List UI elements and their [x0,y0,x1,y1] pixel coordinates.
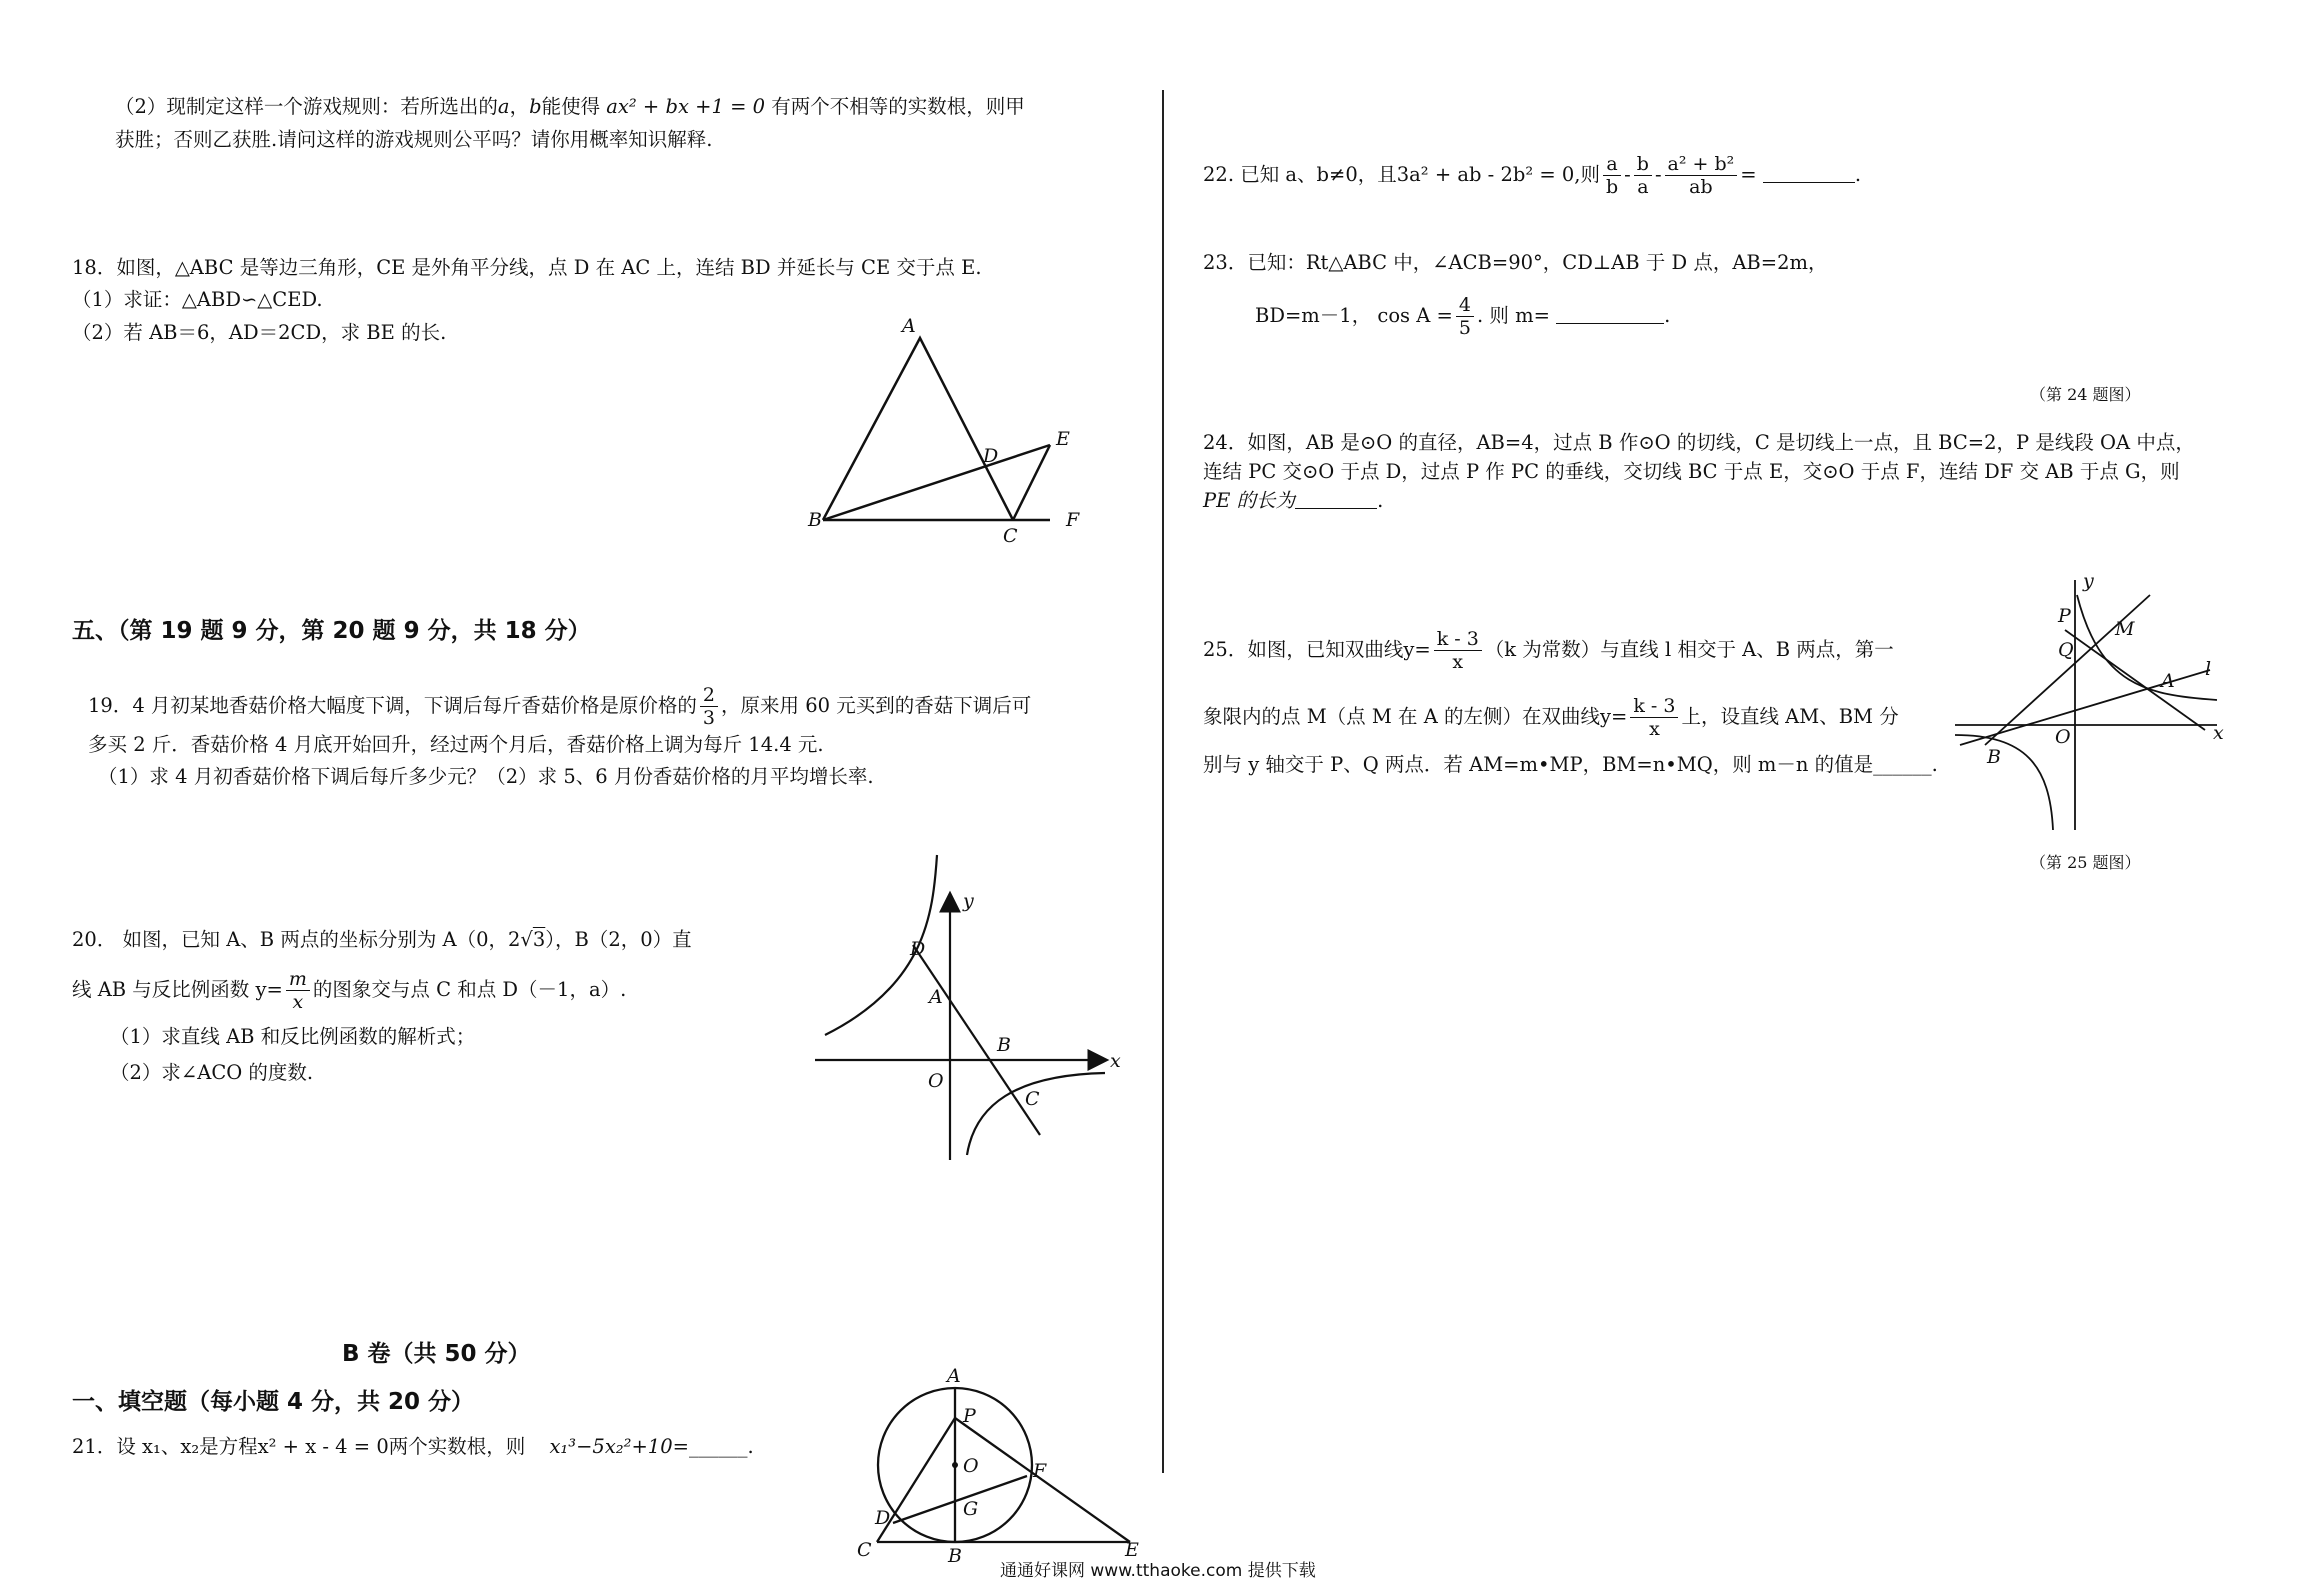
label-d: D [910,938,926,960]
q25-line2: 象限内的点 M（点 M 在 A 的左侧）在双曲线y= $\frac{k - 3}{x}$ 上，设直线 AM、BM 分 [1203,695,1899,740]
q22-answer-blank[interactable] [1763,162,1855,183]
q20-fraction: $\frac{m}{x}$ [286,968,310,1013]
q18-part1: （1）求证：△ABD∽△CED. [72,288,323,311]
q23-answer-blank[interactable] [1556,303,1664,324]
q22-line: 22. 已知 a、b≠0，且3a² + ab - 2b² = 0,则 $\frac{a}{b}$ - $\frac{b}{a}$ - $\frac{\text{a² + b²}}{ab}$ = . [1203,153,1862,198]
label-c: C [1025,1088,1040,1110]
q25-graph-figure [1955,570,2225,845]
q19-line1: 19．4 月初某地香菇价格大幅度下调，下调后每斤香菇价格是原价格的 $\frac{2}{3}$ ，原来用 60 元买到的香菇下调后可 [88,684,1032,729]
q18-stem: 18．如图，△ABC 是等边三角形，CE 是外角平分线，点 D 在 AC 上，连结 BD 并延长与 CE 交于点 E. [72,256,982,279]
q20-line2: 线 AB 与反比例函数 y= $\frac{m}{x}$ 的图象交与点 C 和点 D（－1，a）. [72,968,627,1013]
q24-answer-blank[interactable] [1295,488,1377,509]
label-c: C [857,1539,872,1561]
q25-line3: 别与 y 轴交于 P、Q 两点．若 AM=m•MP，BM=n•MQ，则 m－n 的值是______. [1203,753,1938,776]
q17-line2: 获胜；否则乙获胜.请问这样的游戏规则公平吗？请你用概率知识解释. [115,128,713,151]
label-d: D [875,1507,891,1529]
partB-title: B 卷（共 50 分） [342,1341,531,1367]
section5-title: 五、（第 19 题 9 分，第 20 题 9 分，共 18 分） [72,618,591,644]
label-f: F [1066,509,1080,531]
center-dot [952,1462,958,1468]
q21-line: 21．设 x₁、x₂是方程x² + x - 4 = 0两个实数根，则 x₁³−5x₂²+10=______. [72,1435,754,1458]
label-o: O [2055,726,2071,748]
q19-fraction: $\frac{2}{3}$ [700,684,718,729]
q24-caption: （第 24 题图） [2030,385,2141,404]
label-x: x [2213,722,2224,744]
label-y: y [963,890,974,912]
q23-line1: 23．已知：Rt△ABC 中，∠ACB=90°，CD⊥AB 于 D 点，AB=2m， [1203,251,1828,274]
line-ab [913,945,1040,1135]
q25-fraction: $\frac{k - 3}{x}$ [1434,628,1482,673]
label-l: l [2205,658,2212,680]
partB-section1: 一、填空题（每小题 4 分，共 20 分） [72,1389,475,1415]
q24-line2: 连结 PC 交⊙O 于点 D，过点 P 作 PC 的垂线，交切线 BC 于点 E，交⊙O 于点 F，连结 DF 交 AB 于点 G，则 [1203,460,2180,483]
label-g: G [963,1498,979,1520]
q25-line1: 25．如图，已知双曲线y= $\frac{k - 3}{x}$ （k 为常数）与直线 l 相交于 A、B 两点，第一 [1203,628,1894,673]
sqrt-sign: √ [520,928,533,951]
hyperbola-branch-right [2077,595,2217,700]
footer-source: 通通好课网 www.tthaoke.com 提供下载 [1000,1561,1316,1581]
q20-graph-figure [815,855,1125,1170]
label-p: P [963,1405,976,1427]
label-x: x [1110,1050,1121,1072]
q20-line1: 20． 如图，已知 A、B 两点的坐标分别为 A（0，2√3），B（2，0）直 [72,928,692,951]
q17-equation: ax² + bx +1 = 0 [606,95,766,118]
label-p: P [2058,605,2071,627]
q18-triangle-figure [800,315,1130,547]
label-b: B [997,1034,1011,1056]
q21-expression: x₁³−5x₂²+10 [549,1435,673,1458]
label-b: B [948,1545,962,1567]
q19-line2: 多买 2 斤．香菇价格 4 月底开始回升，经过两个月后，香菇价格上调为每斤 14.4 元. [88,733,824,756]
label-f: F [1033,1460,1047,1482]
label-m: M [2115,618,2135,640]
label-a: A [2161,670,2175,692]
label-b: B [1987,746,2001,768]
triangle-abc-sides [823,338,1013,520]
label-a: A [929,986,943,1008]
hyperbola-branch-right [967,1073,1105,1155]
q17-line1: （2）现制定这样一个游戏规则：若所选出的a，b能使得 ax² + bx +1 = 0 有两个不相等的实数根，则甲 [115,95,1025,118]
q20-part1: （1）求直线 AB 和反比例函数的解析式； [110,1025,476,1048]
label-c: C [1003,525,1018,547]
column-divider [1162,90,1164,1473]
label-b: B [808,509,822,531]
label-d: D [983,445,999,467]
q25-caption: （第 25 题图） [2030,853,2141,872]
label-e: E [1125,1539,1139,1561]
q23-line2: BD=m－1， cos A = $\frac{4}{5}$ . 则 m= . [1255,294,1671,339]
q23-fraction: $\frac{4}{5}$ [1456,294,1474,339]
q19-line3: （1）求 4 月初香菇价格下调后每斤多少元？（2）求 5、6 月份香菇价格的月平均增长率. [98,765,874,788]
label-q: Q [2058,639,2074,661]
hyperbola-branch-left [1955,735,2053,830]
q24-line3: PE 的长为 . [1203,489,1384,512]
label-o: O [928,1070,944,1092]
q20-part2: （2）求∠ACO 的度数. [110,1061,314,1084]
label-a: A [902,315,916,337]
line-am [2065,630,2205,730]
q18-part2: （2）若 AB＝6，AD＝2CD，求 BE 的长. [72,321,447,344]
q24-circle-figure [855,1365,1145,1567]
label-o: O [963,1455,979,1477]
label-y: y [2083,570,2094,592]
label-a: A [947,1365,961,1387]
q24-line1: 24．如图，AB 是⊙O 的直径，AB=4，过点 B 作⊙O 的切线，C 是切线上一点，且 BC=2，P 是线段 OA 中点， [1203,431,2195,454]
label-e: E [1056,428,1070,450]
